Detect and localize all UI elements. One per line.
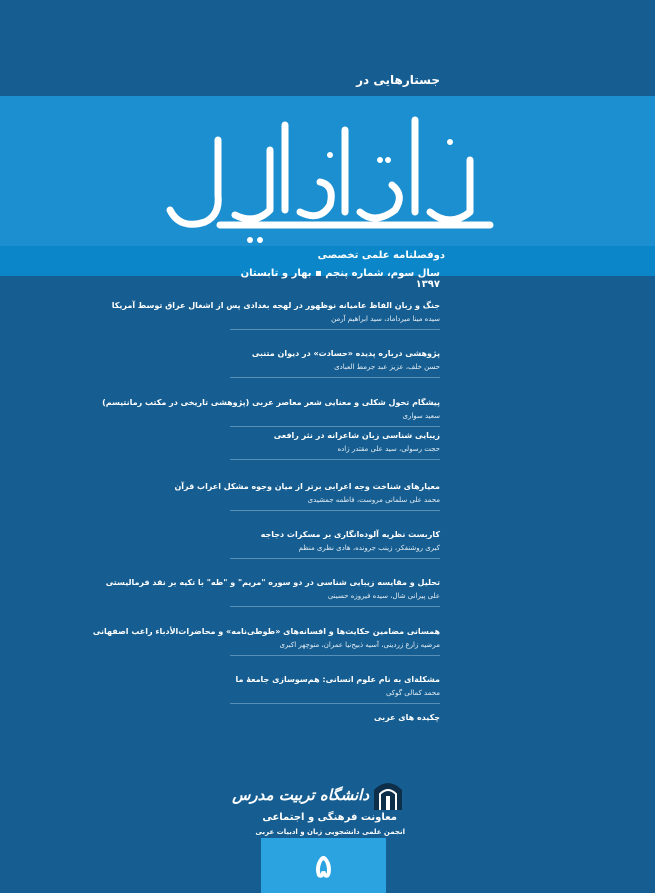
journal-title-calligraphy [160, 100, 500, 250]
toc-title: کاربست نظریه آلوده‌انگاری بر مسکرات دجاجه [260, 530, 440, 539]
toc-item[interactable] [200, 674, 440, 704]
toc-authors: مرضیه زارع زردینی، آسیه ذبیح‌نیا عمران، منوچهر اکبری [279, 641, 440, 649]
toc-authors: سیده مینا میرداماد، سید ابراهیم آرمن [331, 315, 440, 323]
toc-item[interactable] [174, 481, 440, 511]
toc-item[interactable] [105, 577, 440, 607]
university-name: دانشگاه تربیت مدرس [232, 786, 369, 804]
toc-authors: علی پیرانی شال، سیده فیروزه حسینی [327, 592, 440, 600]
toc-authors: کبری روشنفکر، زینب جرونده، هادی نظری منظم [298, 544, 440, 552]
issue-number-box: ۵ [261, 838, 386, 893]
university-emblem-icon [371, 778, 405, 812]
toc-title: مشکلةای به نام علوم انسانی: هم‌سوسازی جامعهٔ ما [235, 675, 440, 684]
toc-title: زیبایی شناسی زبان شاعرانه در نثر رافعی [273, 431, 440, 440]
toc-authors: محمد کمالی گوکی [385, 689, 440, 697]
toc-authors: محمد علی سلمانی مروست، فاطمه جمشیدی [307, 496, 440, 504]
divider [230, 558, 440, 559]
toc-item[interactable] [200, 529, 440, 559]
toc-title: پیشگام تحول شکلی و معنایی شعر معاصر عربی (پژوهشی تاریخی در مکتب رمانتیسم) [102, 398, 440, 407]
toc-title: تحلیل و مقایسه زیبایی شناسی در دو سوره "مریم" و "طه" با تکیه بر نقد فرمالیستی [105, 578, 440, 587]
toc-item[interactable] [111, 300, 440, 330]
toc-authors: سعید سواری [402, 412, 440, 420]
association-name: انجمن علمی دانشجویی زبان و ادبیات عربی [255, 828, 405, 836]
divider [230, 655, 440, 656]
toc-authors: حجت رسولی، سید علی مقتدر زاده [337, 445, 440, 453]
journal-title-text: زبان و ادبیات عربی [330, 105, 459, 124]
toc-title: همسانی مضامین حکایت‌ها و افسانه‌های «طوطی‌نامه» و محاضرات‌الأدباء راغب اصفهانی [92, 627, 440, 636]
toc-authors: حسن خلف، عزیز عبد جرمط العبادی [334, 363, 440, 371]
divider [230, 329, 440, 330]
journal-subtitle: دوفصلنامه علمی تخصصی [317, 250, 445, 261]
toc-item[interactable] [200, 348, 440, 378]
toc-item[interactable] [92, 626, 440, 656]
divider [230, 426, 440, 427]
toc-item[interactable] [200, 712, 440, 724]
divider [230, 606, 440, 607]
toc-title: معیارهای شناخت وجه اعرابی برتر از میان وجوه مشکل اعراب قرآن [174, 482, 440, 491]
divider [230, 703, 440, 704]
department-name: معاونت فرهنگی و اجتماعی [262, 812, 397, 823]
toc-title: چکیده های عربی [373, 713, 440, 722]
journal-pretitle: جستارهایی در [356, 73, 440, 87]
university-logo [232, 770, 405, 840]
toc-title: جنگ و زبان الفاظ عامیانه نوظهور در لهجه بغدادی پس از اشغال عراق توسط آمریکا [111, 301, 440, 310]
divider [230, 510, 440, 511]
toc-title: پژوهشی درباره پدیده «حسادت» در دیوان متنبی [251, 349, 440, 358]
divider [230, 459, 440, 460]
divider [230, 377, 440, 378]
issue-line: سال سوم، شماره پنجم ▪ بهار و تابستان ۱۳۹۷ [240, 268, 440, 290]
toc-item[interactable] [200, 430, 440, 460]
toc-item[interactable] [102, 397, 440, 427]
